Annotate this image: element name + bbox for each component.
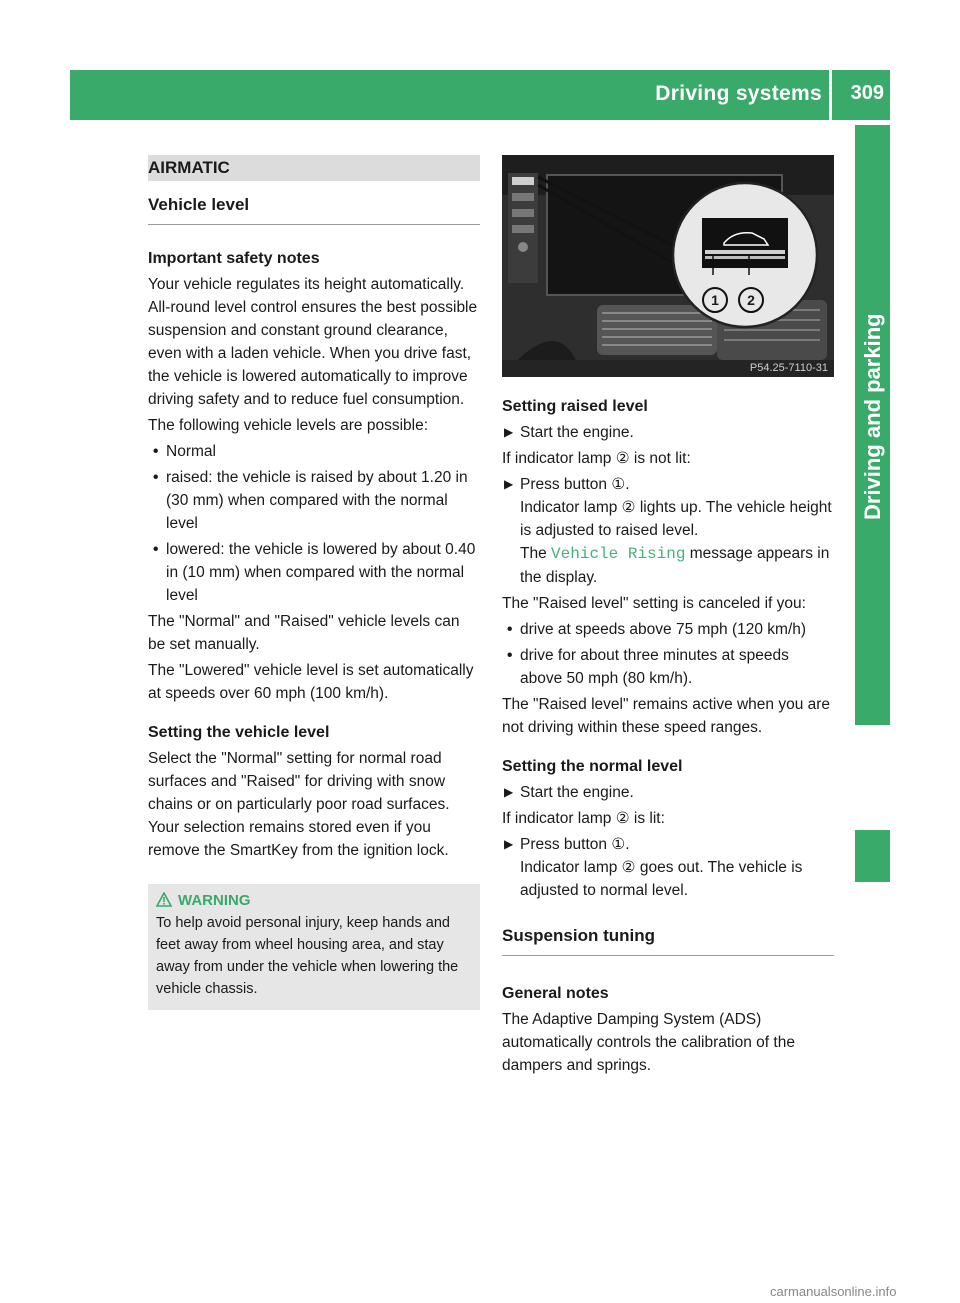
callout-1: 1: [702, 287, 728, 313]
heading-suspension-tuning: Suspension tuning: [502, 912, 834, 956]
side-marker-block: [855, 830, 890, 882]
setting-paragraph: Select the "Normal" setting for normal road surfaces and "Raised" for driving with snow chains or on particularly poor road surfaces. Your selection remains stored even if you remove the SmartKey from the ignition lock.: [148, 750, 450, 859]
raised-condition: If indicator lamp ② is not lit:: [502, 450, 691, 467]
raised-result: Indicator lamp ② lights up. The vehicle height is adjusted to raised level.: [520, 499, 832, 539]
general-paragraph: The Adaptive Damping System (ADS) automatically controls the calibration of the dampers and springs.: [502, 1011, 795, 1074]
heading-normal-level: Setting the normal level: [502, 758, 683, 775]
safety-paragraph: Your vehicle regulates its height automatically. All-round level control ensures the best possible suspension and constant ground clearance, even with a laden vehicle. When you drive fast, the vehicle is lowered automatically to improve driving safety and to reduce fuel consumption.: [148, 276, 478, 408]
list-item: • Normal: [153, 443, 216, 460]
list-item: • drive for about three minutes at speeds above 50 mph (80 km/h).: [507, 647, 789, 687]
header-divider: [829, 70, 832, 120]
warning-title: WARNING: [156, 890, 472, 912]
page-number: 309: [850, 82, 884, 104]
footer-watermark[interactable]: carmanualsonline.info: [770, 1284, 897, 1299]
cancel-intro: The "Raised level" setting is canceled if you:: [502, 595, 806, 612]
callout-2: 2: [738, 287, 764, 313]
header-title: Driving systems: [655, 82, 822, 105]
heading-vehicle-level: Vehicle level: [148, 181, 480, 225]
remains-paragraph: The "Raised level" remains active when you are not driving within these speed ranges.: [502, 696, 831, 736]
raised-message: The Vehicle Rising message appears in the display.: [520, 545, 830, 586]
lowered-paragraph: The "Lowered" vehicle level is set automatically at speeds over 60 mph (100 km/h).: [148, 662, 474, 702]
normal-result: Indicator lamp ② goes out. The vehicle is adjusted to normal level.: [520, 859, 803, 899]
left-column: [148, 155, 480, 1010]
step: ▶ Press button ①.: [504, 476, 630, 493]
figure-code: P54.25-7110-31: [749, 362, 828, 374]
dashboard-illustration: [502, 155, 834, 377]
right-column: [502, 155, 834, 1077]
section-bar-title: AIRMATIC: [148, 158, 230, 177]
list-item: • raised: the vehicle is raised by about 1.20 in (30 mm) when compared with the normal level: [153, 469, 468, 532]
levels-intro: The following vehicle levels are possible:: [148, 417, 429, 434]
display-message: Vehicle Rising: [551, 545, 686, 563]
heading-safety-notes: Important safety notes: [148, 250, 320, 267]
heading-raised-level: Setting raised level: [502, 398, 648, 415]
list-item: • drive at speeds above 75 mph (120 km/h): [507, 621, 807, 638]
normal-condition: If indicator lamp ② is lit:: [502, 810, 665, 827]
side-label-text: Driving and parking: [860, 313, 885, 520]
heading-general-notes: General notes: [502, 985, 609, 1002]
step: ▶ Start the engine.: [504, 424, 634, 441]
manual-paragraph: The "Normal" and "Raised" vehicle levels can be set manually.: [148, 613, 460, 653]
warning-box: [148, 884, 480, 1010]
header-bar: [70, 70, 890, 120]
section-bar: [148, 155, 480, 181]
list-item: • lowered: the vehicle is lowered by about 0.40 in (10 mm) when compared with the normal level: [153, 541, 476, 604]
heading-setting-level: Setting the vehicle level: [148, 724, 330, 741]
step: ▶ Start the engine.: [504, 784, 634, 801]
warning-text: To help avoid personal injury, keep hands and feet away from wheel housing area, and stay away from under the vehicle when lowering the vehicle chassis.: [156, 915, 459, 997]
step: ▶ Press button ①.: [504, 836, 630, 853]
warning-icon: [156, 892, 172, 907]
dashboard-figure: [502, 155, 834, 377]
